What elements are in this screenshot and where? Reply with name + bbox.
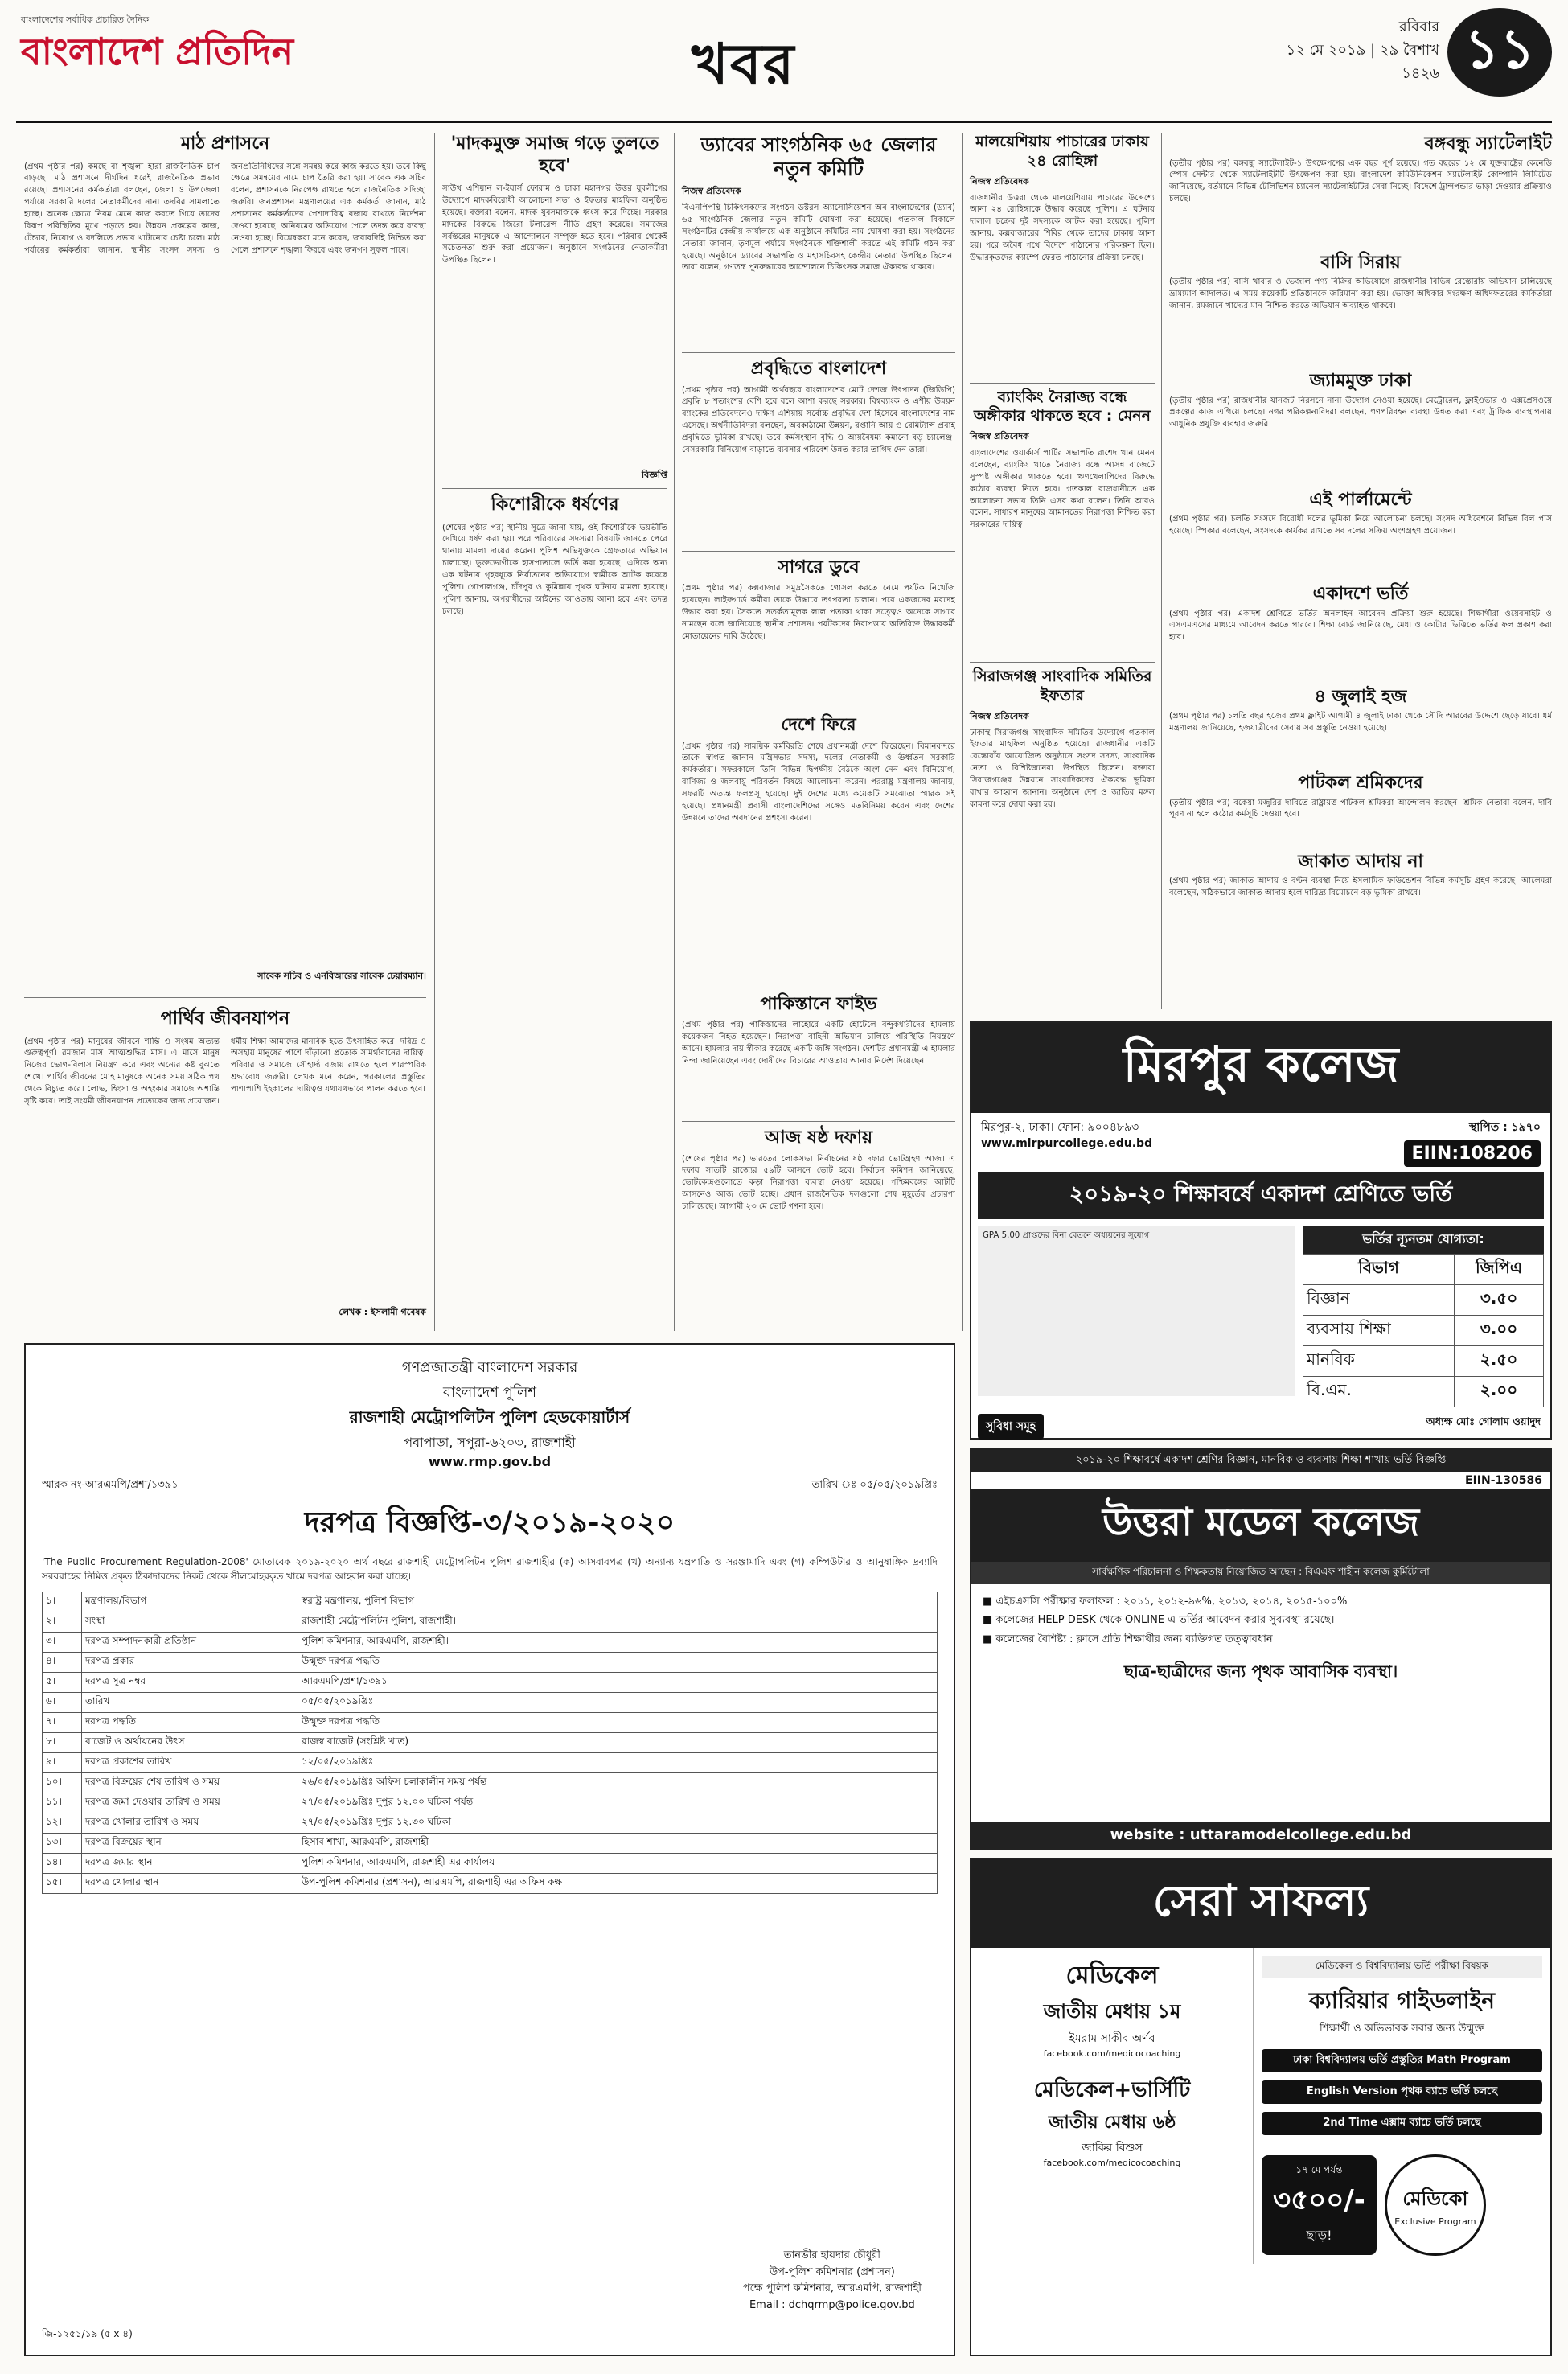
row-label: দরপত্র পদ্ধতি (82, 1713, 298, 1733)
sera-fb1[interactable]: facebook.com/medicocoaching (1043, 2048, 1181, 2059)
headline-parliament: এই পার্লামেন্টে (1309, 489, 1412, 510)
row-no: ১২। (43, 1813, 82, 1834)
text-probriddhi: (প্রথম পৃষ্ঠার পর) আগামী অর্থবছরে বাংলাদেশের মোট দেশজ উৎপাদন (জিডিপি) প্রবৃদ্ধি ৮ শতাংশের বেশি হবে বলে আশা করছে সরকার। বিশ্বব্যাংক ও এশীয় উন্নয়ন ব্যাংকের প্রতিবেদনেও দক্ষিণ এশিয়ায় সর্বোচ্চ প্রবৃদ্ধির দেশ হিসেবে বাংলাদেশের নাম এসেছে। অর্থনীতিবিদরা বলছেন, অবকাঠামো উন্নয়ন, রপ্তানি আয় ও রেমিট্যান্স প্রবাহ প্রবৃদ্ধিতে ভূমিকা রাখছে। তবে কর্মসংস্থান বৃদ্ধি ও আয়বৈষম্য কমানো বড় চ্যালেঞ্জ। বেসরকারি বিনিয়োগ বাড়াতে ব্যবসার পরিবেশ উন্নত করার তাগিদ দেন তারা। (682, 385, 955, 454)
text-jam: (তৃতীয় পৃষ্ঠার পর) রাজধানীর যানজট নিরসনে নানা উদ্যোগ নেওয়া হয়েছে। মেট্রোরেল, ফ্লাইওভার ও এক্সপ্রেসওয়ে প্রকল্পের কাজ এগিয়ে চলছে। নগর পরিকল্পনাবিদরা বলছেন, গণপরিবহন ব্যবস্থা উন্নত করা এবং ট্রাফিক ব্যবস্থাপনায় আধুনিক প্রযুক্তি ব্যবহার জরুরি। (1169, 396, 1552, 429)
row-no: ১১। (43, 1793, 82, 1813)
sera-discount: ৩৫০০/- (1273, 2184, 1365, 2216)
row-no: ১০। (43, 1773, 82, 1793)
police-address: পবাপাড়া, সপুরা-৬২০৩, রাজশাহী (404, 1435, 576, 1450)
headline-deshe: দেশে ফিরে (781, 715, 856, 735)
byline-doctor: নিজস্ব প্রতিবেদক (682, 186, 741, 196)
row-no: ৪। (43, 1653, 82, 1673)
divider (682, 551, 955, 552)
row-value: উন্মুক্ত দরপত্র পদ্ধতি (298, 1653, 938, 1673)
mirpur-details (978, 1226, 1295, 1396)
text-aaj: (শেষের পৃষ্ঠার পর) ভারতের লোকসভা নির্বাচনের ষষ্ঠ দফার ভোটগ্রহণ আজ। এ দফায় সাতটি রাজ্যের ৫৯টি আসনে ভোট হবে। নির্বাচন কমিশন জানিয়েছে, ভোটকেন্দ্রগুলোতে কড়া নিরাপত্তা ব্যবস্থা নেওয়া হয়েছে। পশ্চিমবঙ্গের আটটি আসনেও আজ ভোট হচ্ছে। প্রধান রাজনৈতিক দলগুলো শেষ মুহূর্তের প্রচারণা চালিয়েছে। আগামী ২৩ মে ভোট গণনা হবে। (682, 1154, 955, 1212)
body-jakat (1169, 876, 1552, 932)
row-label: মন্ত্রণালয়/বিভাগ (82, 1592, 298, 1612)
row-value: ২৭/০৫/২০১৯খ্রিঃ দুপুর ১২.৩০ ঘটিকা (298, 1813, 938, 1834)
body-deshe (682, 741, 955, 983)
headline-jam: জ্যামমুক্ত ঢাকা (1309, 371, 1412, 391)
table-row (43, 1612, 938, 1633)
date-box (1270, 16, 1439, 85)
divider (970, 383, 1155, 384)
text-basi: (তৃতীয় পৃষ্ঠার পর) বাসি খাবার ও ভেজাল পণ্য বিক্রির অভিযোগে রাজধানীর বিভিন্ন রেস্তোরাঁয় অভিযান চালিয়েছে ভ্রাম্যমাণ আদালত। এ সময় কয়েকটি প্রতিষ্ঠানকে জরিমানা করা হয়। ভোক্তা অধিকার সংরক্ষণ অধিদফতরের কর্মকর্তারা জানান, রমজানে খাদ্যের মান নিশ্চিত করতে অভিযান অব্যাহত থাকবে। (1169, 277, 1552, 310)
body-july (1169, 711, 1552, 767)
sera-fb2[interactable]: facebook.com/medicocoaching (1043, 2158, 1181, 2168)
body-aaj (682, 1154, 955, 1291)
sera-career: ক্যারিয়ার গাইডলাইন (1309, 1987, 1495, 2014)
row-value: রাজস্ব বাজেট (সংশ্লিষ্ট খাত) (298, 1733, 938, 1753)
mirpur-facility-label: সুবিধা সমূহ (978, 1414, 1044, 1440)
body-bank (970, 448, 1155, 657)
bullet-text: কলেজের HELP DESK থেকে ONLINE এ ভর্তির আবেদন করার সুব্যবস্থা রয়েছে। (995, 1614, 1335, 1627)
bullet-text: কলেজের বৈশিষ্ট্য : ক্লাসে প্রতি শিক্ষার্থীর জন্য ব্যক্তিগত তত্ত্বাবধান (995, 1633, 1273, 1645)
text-malaysia: রাজধানীর উত্তরা থেকে মালয়েশিয়ায় পাচারের উদ্দেশ্যে আনা ২৪ রোহিঙ্গাকে উদ্ধার করেছে পুলিশ। এ ঘটনায় দালাল চক্রের দুই সদস্যকে আটক করা হয়েছে। পুলিশ জানায়, কক্সবাজারের শিবির থেকে তাদের ঢাকায় আনা হয়। পরে অবৈধ পথে বিদেশে পাঠানোর পরিকল্পনা ছিল। উদ্ধারকৃতদের ক্যাম্পে ফেরত পাঠানোর প্রক্রিয়া চলছে। (970, 193, 1155, 262)
table-row (43, 1713, 938, 1733)
table-row (43, 1592, 938, 1612)
row-value: উন্মুক্ত দরপত্র পদ্ধতি (298, 1713, 938, 1733)
text-doctor: বিএনপিপন্থি চিকিৎসকদের সংগঠন ডক্টরস অ্যাসোসিয়েশন অব বাংলাদেশের (ড্যাব) ৬৫ সাংগঠনিক জেলার নতুন কমিটি ঘোষণা করা হয়েছে। গতকাল বিকালে সংগঠনটির কেন্দ্রীয় কার্যালয়ে এক অনুষ্ঠানে কমিটির নাম ঘোষণা করা হয়। সংগঠনের নেতারা জানান, তৃণমূল পর্যায়ে সংগঠনকে শক্তিশালী করতে এই কমিটি গঠন করা হয়েছে। অনুষ্ঠানে ড্যাবের সভাপতি ও মহাসচিবসহ কেন্দ্রীয় নেতারা উপস্থিত ছিলেন। তারা বলেন, গণতন্ত্র পুনরুদ্ধারের আন্দোলনে চিকিৎসক সমাজ ঐক্যবদ্ধ থাকবে। (682, 203, 955, 273)
row-label: দরপত্র বিক্রয়ের শেষ তারিখ ও সময় (82, 1773, 298, 1793)
table-row (43, 1874, 938, 1894)
row-label: দরপত্র সূত্র নম্বর (82, 1673, 298, 1693)
article-madok (442, 133, 667, 1331)
text-pakistan: (প্রথম পৃষ্ঠার পর) পাকিস্তানের লাহোরে একটি হোটেলে বন্দুকধারীদের হামলায় কয়েকজন নিহত হয়েছেন। নিরাপত্তা বাহিনী অভিযান চালিয়ে পরিস্থিতি নিয়ন্ত্রণে আনে। হামলার দায় স্বীকার করেছে একটি জঙ্গি সংগঠন। দেশটির প্রধানমন্ত্রী এ হামলার নিন্দা জানিয়েছেন এবং দোষীদের বিচারের আওতায় আনার নির্দেশ দিয়েছেন। (682, 1021, 955, 1066)
mirpur-eiin: EIIN:108206 (1404, 1140, 1541, 1167)
headline-kishori: কিশোরীকে ধর্ষণের (491, 495, 619, 515)
table-row (43, 1673, 938, 1693)
sera-math: ঢাকা বিশ্ববিদ্যালয় ভর্তি প্রস্তুতির Math Program (1262, 2049, 1542, 2072)
sera-title: সেরা সাফল্য (971, 1859, 1550, 1948)
headline-malaysia: মালয়েশিয়ায় পাচারের ঢাকায় ২৪ রোহিঙ্গা (975, 133, 1149, 170)
text-sagore: (প্রথম পৃষ্ঠার পর) কক্সবাজার সমুদ্রসৈকতে গোসল করতে নেমে পর্যটক নিখোঁজ হয়েছেন। লাইফগার্ড কর্মীরা তাকে উদ্ধারে তৎপরতা চালান। পরে একজনের মরদেহ উদ্ধার করা হয়। সৈকতে সতর্কতামূলক লাল পতাকা থাকা সত্ত্বেও অনেকে সাগরে নামছেন বলে জানিয়েছে স্থানীয় প্রশাসন। পর্যটকদের নিরাপত্তায় অতিরিক্ত উদ্ধারকর্মী মোতায়েনের দাবি উঠেছে। (682, 584, 955, 641)
table-row (43, 1834, 938, 1854)
text-bangabandhu: (তৃতীয় পৃষ্ঠার পর) বঙ্গবন্ধু স্যাটেলাইট-১ উৎক্ষেপণের এক বছর পূর্ণ হয়েছে। গত বছরের ১২ মে যুক্তরাষ্ট্রের কেনেডি স্পেস সেন্টার থেকে স্যাটেলাইটটি উৎক্ষেপণ করা হয়। বাংলাদেশ কমিউনিকেশন স্যাটেলাইট কোম্পানি লিমিটেড জানিয়েছে, বর্তমানে বিভিন্ন টেলিভিশন চ্যানেল স্যাটেলাইটটির সেবা নিচ্ছে। বিদেশে ট্রান্সপন্ডার ভাড়া দেওয়ার প্রক্রিয়াও চলছে। (1169, 158, 1552, 204)
table-row (43, 1813, 938, 1834)
row-no: ১৩। (43, 1834, 82, 1854)
divider (682, 1121, 955, 1122)
police-memo: স্মারক নং-আরএমপি/প্রশা/১৩৯১ (42, 1479, 179, 1491)
text-parthib: (প্রথম পৃষ্ঠার পর) মানুষের জীবনে শান্তি ও সংযম অত্যন্ত গুরুত্বপূর্ণ। রমজান মাস আত্মশুদ্ধির মাস। এ মাসে মানুষ নিজের ভোগ-বিলাস নিয়ন্ত্রণ করে এবং অন্যের কষ্ট বুঝতে শেখে। পার্থিব জীবনের মোহ মানুষকে অনেক সময় সঠিক পথ থেকে বিচ্যুত করে। লোভ, হিংসা ও অহংকার সমাজে অশান্তি সৃষ্টি করে। তাই সংযমী জীবনযাপন প্রত্যেকের জন্য প্রয়োজন। ধর্মীয় শিক্ষা আমাদের মানবিক হতে উৎসাহিত করে। দরিদ্র ও অসহায় মানুষের পাশে দাঁড়ানো প্রত্যেক সামর্থ্যবানের দায়িত্ব। পরিবার ও সমাজে সৌহার্দ্য বজায় রাখতে হলে পারস্পরিক শ্রদ্ধাবোধ জরুরি। লেখক মনে করেন, পরকালের প্রস্তুতির পাশাপাশি ইহকালের দায়িত্বও যথাযথভাবে পালন করতে হবে। (24, 1037, 426, 1106)
row-value: ২৭/০৫/২০১৯খ্রিঃ দুপুর ১২.০০ ঘটিকা পর্যন্ত (298, 1793, 938, 1813)
row-label: সংস্থা (82, 1612, 298, 1633)
headline-probriddhi: প্রবৃদ্ধিতে বাংলাদেশ (750, 359, 887, 379)
row-no: ৬। (43, 1693, 82, 1713)
section-title: খবর (692, 31, 796, 97)
police-title: দরপত্র বিজ্ঞপ্তি-৩/২০১৯-২০২০ (304, 1505, 675, 1539)
masthead-name: বাংলাদেশ প্রতিদিন (21, 30, 294, 73)
text-bank: বাংলাদেশের ওয়ার্কার্স পার্টির সভাপতি রাশেদ খান মেনন বলেছেন, ব্যাংকিং খাতে নৈরাজ্য বন্ধে আসন্ন বাজেটে সুস্পষ্ট অঙ্গীকার থাকতে হবে। ঋণখেলাপিদের বিরুদ্ধে কঠোর ব্যবস্থা নিতে হবে। গতকাল রাজধানীতে এক আলোচনা সভায় তিনি এসব কথা বলেন। তিনি আরও বলেন, সাধারণ মানুষের আমানতের নিরাপত্তা নিশ্চিত করা সরকারের দায়িত্ব। (970, 449, 1155, 530)
body-parliament (1169, 514, 1552, 578)
row-no: ১। (43, 1592, 82, 1612)
byline-madok: বিজ্ঞপ্তি (642, 470, 667, 480)
text-parliament: (প্রথম পৃষ্ঠার পর) চলতি সংসদে বিরোধী দলের ভূমিকা নিয়ে আলোচনা চলছে। সংসদ অধিবেশনে বিভিন্ন বিল পাস হয়েছে। স্পিকার বলেছেন, সংসদকে কার্যকর রাখতে সব দলের সক্রিয় অংশগ্রহণ প্রয়োজন। (1169, 515, 1552, 536)
row-value: উপ-পুলিশ কমিশনার (প্রশাসন), আরএমপি, রাজশাহী এর অফিস কক্ষ (298, 1874, 938, 1894)
text-patok: (তৃতীয় পৃষ্ঠার পর) বকেয়া মজুরির দাবিতে রাষ্ট্রায়ত্ত পাটকল শ্রমিকরা আন্দোলন করছেন। শ্রমিক নেতারা বলেন, দাবি পূরণ না হলে কঠোর কর্মসূচি দেওয়া হবে। (1169, 798, 1552, 819)
text-madok: সাউথ এশিয়ান ল-ইয়ার্স ফোরাম ও ঢাকা মহানগর উত্তর যুবলীগের উদ্যোগে মাদকবিরোধী আলোচনা সভা ও ইফতার মাহফিল অনুষ্ঠিত হয়েছে। বক্তারা বলেন, মাদক যুবসমাজকে ধ্বংস করে দিচ্ছে। সরকার মাদকের বিরুদ্ধে জিরো টলারেন্স নীতি গ্রহণ করেছে। সমাজের সর্বস্তরের মানুষকে এ আন্দোলনে সম্পৃক্ত হতে হবে। পরিবার থেকেই সচেতনতা শুরু করা প্রয়োজন। অনুষ্ঠানে সংগঠনের নেতাকর্মীরা উপস্থিত ছিলেন। (442, 184, 667, 265)
police-table (42, 1592, 938, 1894)
police-hq: রাজশাহী মেট্রোপলিটন পুলিশ হেডকোয়ার্টার্স (349, 1407, 630, 1427)
uttara-top: ২০১৯-২০ শিক্ষাবর্ষে একাদশ শ্রেণির বিজ্ঞান, মানবিক ও ব্যবসায় শিক্ষা শাখায় ভর্তি বিজ্ঞপ্তি (971, 1449, 1550, 1472)
divider (24, 997, 426, 998)
column-rule (962, 133, 963, 1331)
byline-sirajganj: নিজস্ব প্রতিবেদক (970, 710, 1029, 721)
row-label: তারিখ (82, 1693, 298, 1713)
police-web[interactable]: www.rmp.gov.bd (428, 1454, 552, 1469)
text-sirajganj: ঢাকাস্থ সিরাজগঞ্জ সাংবাদিক সমিতির উদ্যোগে গতকাল ইফতার মাহফিল অনুষ্ঠিত হয়েছে। রাজধানীর একটি রেস্তোরাঁয় আয়োজিত অনুষ্ঠানে সংসদ সদস্য, সাংবাদিক নেতা ও বিশিষ্টজনেরা উপস্থিত ছিলেন। বক্তারা সিরাজগঞ্জের উন্নয়নে সাংবাদিকদের ঐক্যবদ্ধ ভূমিকা রাখার আহ্বান জানান। অনুষ্ঠানে দেশ ও জাতির মঙ্গল কামনা করে দোয়া করা হয়। (970, 728, 1155, 809)
headline-jakat: জাকাত আদায় না (1298, 851, 1423, 872)
row-value: স্বরাষ্ট্র মন্ত্রণালয়, পুলিশ বিভাগ (298, 1592, 938, 1612)
body-ekadosh (1169, 609, 1552, 681)
police-footer: জি-১২৫১/১৯ (৫ x ৪) (42, 2328, 133, 2339)
row-value: পুলিশ কমিশনার, আরএমপি, রাজশাহী। (298, 1633, 938, 1653)
body-jam (1169, 396, 1552, 484)
text-ekadosh: (প্রথম পৃষ্ঠার পর) একাদশ শ্রেণিতে ভর্তির অনলাইন আবেদন প্রক্রিয়া শুরু হয়েছে। শিক্ষার্থীরা ওয়েবসাইট ও এসএমএসের মাধ্যমে আবেদন করতে পারবে। শিক্ষা বোর্ড জানিয়েছে, মেধা ও কোটার ভিত্তিতে ভর্তির ফল প্রকাশ করা হবে। (1169, 609, 1552, 643)
column-rule (674, 133, 675, 1331)
row-no: ৭। (43, 1713, 82, 1733)
mirpur-signature: অধ্যক্ষ মোঃ গোলাম ওয়াদুদ (1426, 1416, 1541, 1428)
article-malaysia (970, 133, 1155, 1009)
sign-role: উপ-পুলিশ কমিশনার (প্রশাসন) (769, 2265, 895, 2278)
ad-sera-saffollo[interactable] (970, 1858, 1552, 2356)
byline-parthib: লেখক : ইসলামী গবেষক (339, 1306, 426, 1317)
sign-name: তানভীর হায়দার চৌধুরী (783, 2249, 881, 2261)
sera-off: ছাড়! (1306, 2228, 1332, 2243)
row-value: হিসাব শাখা, আরএমপি, রাজশাহী (298, 1834, 938, 1854)
sera-name2: জাকির বিশুস (1082, 2142, 1143, 2154)
text-math: (প্রথম পৃষ্ঠার পর) কমছে বা শৃঙ্খলা হারা রাজনৈতিক চাপ বাড়ছে। মাঠ প্রশাসনে দীর্ঘদিন ধরেই রাজনৈতিক প্রভাব রয়েছে। প্রশাসনের কর্মকর্তারা বলছেন, জেলা ও উপজেলা পর্যায়ে সরকারি দলের নেতাকর্মীদের নানা তদবির সামলাতে হচ্ছে। অনেক ক্ষেত্রে নিয়ম মেনে কাজ করতে গিয়ে তাদের বিরূপ পরিস্থিতির মুখে পড়তে হয়। উন্নয়ন প্রকল্পের কাজ, টেন্ডার, নিয়োগ ও বদলিতে প্রভাব খাটানোর চেষ্টা চলে। মাঠ পর্যায়ের কর্মকর্তারা জানান, স্থানীয় সংসদ সদস্য ও জনপ্রতিনিধিদের সঙ্গে সমন্বয় করে কাজ করতে হয়। তবে কিছু ক্ষেত্রে সমন্বয়ের নামে চাপ তৈরি করা হয়। সাবেক এক সচিব বলেন, প্রশাসনকে নিরপেক্ষ রাখতে হলে রাজনৈতিক সদিচ্ছা জরুরি। জনপ্রশাসন মন্ত্রণালয়ের এক কর্মকর্তা জানান, মাঠ প্রশাসনের কর্মকর্তাদের পেশাদারিত্ব বজায় রাখতে নির্দেশনা দেওয়া হয়েছে। অনিয়মের অভিযোগ পেলে তদন্ত করে ব্যবস্থা নেওয়া হচ্ছে। বিশ্লেষকরা মনে করেন, জবাবদিহি নিশ্চিত করা গেলে প্রশাসনে শৃঙ্খলা ফিরবে এবং জনগণ সুফল পাবে। (24, 162, 426, 255)
uttara-web[interactable]: website : uttaramodelcollege.edu.bd (971, 1822, 1550, 1848)
police-date: তারিখ ঃ ০৫/০৫/২০১৯খ্রিঃ (811, 1479, 938, 1491)
row-no: ৮। (43, 1733, 82, 1753)
byline-math: সাবেক সচিব ও এনবিআরের সাবেক চেয়ারম্যান। (257, 970, 426, 981)
column-rule (434, 133, 435, 1331)
divider (442, 488, 667, 489)
headline-madok: 'মাদকমুক্ত সমাজ গড়ে তুলতে হবে' (450, 133, 659, 176)
police-intro: 'The Public Procurement Regulation-2008' মোতাবেক ২০১৯-২০২০ অর্থ বছরে রাজশাহী মেট্রোপলিটন পুলিশ রাজশাহীর (ক) আসবাবপত্র (খ) অন্যান্য যন্ত্রপাতি ও সরঞ্জামাদি এবং (গ) কম্পিউটার ও আনুষাঙ্গিক দ্রব্যাদি সরবরাহের নিমিত্ত প্রকৃত ঠিকাদারদের নিকট থেকে সীলমোহরকৃত খামে দরপত্র আহবান করা যাচ্ছে। (42, 1556, 938, 1582)
body-malaysia (970, 193, 1155, 378)
divider (970, 662, 1155, 663)
row-value: আরএমপি/প্রশা/১৩৯১ (298, 1673, 938, 1693)
byline-malaysia: নিজস্ব প্রতিবেদক (970, 175, 1029, 187)
row-label: দরপত্র সম্পাদনকারী প্রতিষ্ঠান (82, 1633, 298, 1653)
headline-patok: পাটকল শ্রমিকদের (1298, 773, 1423, 793)
headline-bank: ব্যাংকিং নৈরাজ্য বন্ধে অঙ্গীকার থাকতে হবে : মেনন (974, 388, 1151, 425)
mirpur-web[interactable]: www.mirpurcollege.edu.bd (981, 1137, 1153, 1150)
police-gov: গণপ্রজাতন্ত্রী বাংলাদেশ সরকার (401, 1359, 578, 1376)
article-doctor (682, 133, 955, 1331)
headline-bangabandhu: বঙ্গবন্ধু স্যাটেলাইট (1424, 133, 1552, 154)
body-parthib (24, 1037, 426, 1302)
headline-ekadosh: একাদশে ভর্তি (1312, 584, 1409, 604)
divider (682, 352, 955, 353)
mirpur-address: মিরপুর-২, ঢাকা। ফোন: ৯০০৪৮৯৩ (981, 1121, 1139, 1134)
table-row (43, 1733, 938, 1753)
ad-police-tender (24, 1343, 955, 2356)
masthead-logo[interactable] (21, 13, 310, 101)
date: ১২ মে ২০১৯ | ২৯ বৈশাখ ১৪২৬ (1286, 41, 1439, 82)
sera-discount-badge (1262, 2155, 1377, 2255)
right-column (1169, 133, 1552, 1009)
byline-bank: নিজস্ব প্রতিবেদক (970, 431, 1029, 442)
headline-aaj: আজ ষষ্ঠ দফায় (764, 1127, 873, 1148)
table-row (1303, 1285, 1544, 1316)
table-row (1303, 1377, 1544, 1407)
gpa-dept: মানবিক (1303, 1346, 1455, 1377)
gpa-value: ৩.০০ (1455, 1316, 1544, 1346)
row-label: দরপত্র জমার স্থান (82, 1854, 298, 1874)
gpa-value: ৩.৫০ (1455, 1285, 1544, 1316)
uttara-name: উত্তরা মডেল কলেজ (971, 1489, 1550, 1562)
text-deshe: (প্রথম পৃষ্ঠার পর) সাময়িক কর্মবিরতি শেষে প্রধানমন্ত্রী দেশে ফিরেছেন। বিমানবন্দরে তাকে স্বাগত জানান মন্ত্রিসভার সদস্য, দলের নেতাকর্মী ও ঊর্ধ্বতন সরকারি কর্মকর্তারা। সফরকালে তিনি বিভিন্ন দ্বিপক্ষীয় বৈঠকে অংশ নেন এবং বিনিয়োগ, বাণিজ্য ও জলবায়ু পরিবর্তন বিষয়ে আলোচনা করেন। পররাষ্ট্র মন্ত্রণালয় জানায়, সফরটি অত্যন্ত ফলপ্রসূ হয়েছে। দুই দেশের মধ্যে কয়েকটি সমঝোতা স্মারক সই হয়েছে। প্রধানমন্ত্রী প্রবাসী বাংলাদেশিদের সঙ্গেও মতবিনিময় করেন এবং দেশের উন্নয়নে তাদের অবদানের প্রশংসা করেন। (682, 741, 955, 823)
gpa-value: ২.৫০ (1455, 1346, 1544, 1377)
uttara-note: সার্বক্ষণিক পরিচালনা ও শিক্ষকতায় নিয়োজিত আছেন : বিএএফ শাহীন কলেজ কুর্মিটোলা (971, 1562, 1550, 1584)
table-row (43, 1793, 938, 1813)
mirpur-name: মিরপুর কলেজ (971, 1023, 1550, 1113)
sera-english: English Version পৃথক ব্যাচে ভর্তি চলছে (1262, 2080, 1542, 2104)
row-value: পুলিশ কমিশনার, আরএমপি, রাজশাহী এর কার্যালয় (298, 1854, 938, 1874)
row-label: দরপত্র বিক্রয়ের স্থান (82, 1834, 298, 1854)
masthead-tagline: বাংলাদেশের সর্বাধিক প্রচারিত দৈনিক (21, 14, 150, 25)
table-row (1303, 1346, 1544, 1377)
body-madok (442, 183, 667, 465)
table-row (43, 1854, 938, 1874)
uttara-eiin: EIIN-130586 (1465, 1474, 1542, 1487)
uttara-bullet: ■ কলেজের HELP DESK থেকে ONLINE এ ভর্তির আবেদন করার সুব্যবস্থা রয়েছে। (983, 1614, 1335, 1627)
ad-mirpur-college[interactable] (970, 1021, 1552, 1440)
headline-sirajganj: সিরাজগঞ্জ সাংবাদিক সমিতির ইফতার (972, 667, 1152, 704)
row-value: ১২/০৫/২০১৯খ্রিঃ (298, 1753, 938, 1773)
sera-batch: 2nd Time এক্সাম ব্যাচে ভর্তি চলছে (1262, 2112, 1542, 2135)
sera-name1: ইমরাম সাকীব অর্ণব (1069, 2032, 1155, 2045)
headline-math: মাঠ প্রশাসনে (180, 133, 270, 154)
police-signature (743, 2248, 922, 2314)
mirpur-min-title: ভর্তির ন্যূনতম যোগ্যতা: (1303, 1226, 1544, 1254)
row-label: দরপত্র খোলার তারিখ ও সময় (82, 1813, 298, 1834)
row-label: বাজেট ও অর্থায়নের উৎস (82, 1733, 298, 1753)
gpa-col-gpa: জিপিএ (1455, 1255, 1544, 1285)
body-bangabandhu (1169, 158, 1552, 247)
text-kishori: (শেষের পৃষ্ঠার পর) স্থানীয় সূত্রে জানা যায়, ওই কিশোরীকে ভয়ভীতি দেখিয়ে ধর্ষণ করা হয়। পরে পরিবারের সদস্যরা বিষয়টি জানতে পেরে থানায় মামলা দায়ের করেন। পুলিশ অভিযুক্তকে গ্রেফতারে অভিযান চালাচ্ছে। ভুক্তভোগীকে হাসপাতালে ভর্তি করা হয়েছে। এদিকে অন্য এক ঘটনায় গৃহবধূকে নির্যাতনের অভিযোগে স্বামীকে আটক করেছে পুলিশ। গোপালগঞ্জ, চাঁদপুর ও কুমিল্লায় পৃথক ঘটনায় মামলা হয়েছে। পুলিশ জানায়, অপরাধীদের আইনের আওতায় আনা হবে এবং তদন্ত চলছে। (442, 523, 667, 616)
body-kishori (442, 523, 667, 1263)
row-label: দরপত্র প্রকাশের তারিখ (82, 1753, 298, 1773)
gpa-col-dept: বিভাগ (1303, 1255, 1455, 1285)
sera-brand-sub: Exclusive Program (1394, 2216, 1476, 2227)
sera-brand: মেডিকো (1402, 2187, 1468, 2210)
sera-discount-note: ১৭ মে পর্যন্ত (1295, 2164, 1343, 2175)
sera-merit1: জাতীয় মেধায় ১ম (1043, 2000, 1181, 2023)
text-july: (প্রথম পৃষ্ঠার পর) চলতি বছর হজের প্রথম ফ্লাইট আগামী ৪ জুলাই ঢাকা থেকে সৌদি আরবের উদ্দেশে ছেড়ে যাবে। ধর্ম মন্ত্রণালয় জানিয়েছে, হজযাত্রীদের সেবায় সব প্রস্তুতি নেওয়া হয়েছে। (1169, 712, 1552, 733)
headline-pakistan: পাকিস্তানে ফাইভ (760, 993, 877, 1014)
article-math (24, 133, 426, 1331)
sera-brand-seal (1385, 2154, 1486, 2256)
sera-career-top: মেডিকেল ও বিশ্ববিদ্যালয় ভর্তি পরীক্ষা বিষয়ক (1262, 1956, 1542, 1978)
row-label: দরপত্র জমা দেওয়ার তারিখ ও সময় (82, 1793, 298, 1813)
mirpur-banner: ২০১৯-২০ শিক্ষাবর্ষে একাদশ শ্রেণিতে ভর্তি (978, 1172, 1544, 1219)
gpa-dept: বি.এম. (1303, 1377, 1455, 1407)
row-value: রাজশাহী মেট্রোপলিটন পুলিশ, রাজশাহী। (298, 1612, 938, 1633)
mirpur-established: স্থাপিত : ১৯৭০ (1468, 1121, 1541, 1134)
body-pakistan (682, 1020, 955, 1116)
body-sirajganj (970, 728, 1155, 929)
uttara-bullet: ■ কলেজের বৈশিষ্ট্য : ক্লাসে প্রতি শিক্ষার্থীর জন্য ব্যক্তিগত তত্ত্বাবধান (983, 1633, 1273, 1645)
column-rule (1161, 133, 1162, 1009)
mirpur-gpa-table (1303, 1254, 1544, 1407)
table-row (43, 1633, 938, 1653)
sera-career-sub: শিক্ষার্থী ও অভিভাবক সবার জন্য উন্মুক্ত (1319, 2023, 1485, 2035)
uttara-hostel: ছাত্র-ছাত্রীদের জন্য পৃথক আবাসিক ব্যবস্থা। (1123, 1661, 1398, 1682)
row-label: দরপত্র খোলার স্থান (82, 1874, 298, 1894)
row-no: ১৪। (43, 1854, 82, 1874)
row-no: ৫। (43, 1673, 82, 1693)
headline-sagore: সাগরে ডুবে (778, 557, 860, 577)
row-no: ৯। (43, 1753, 82, 1773)
sign-org: পক্ষে পুলিশ কমিশনার, আরএমপি, রাজশাহী (742, 2282, 922, 2295)
headline-basi: বাসি সিরায় (1320, 252, 1401, 273)
row-no: ৩। (43, 1633, 82, 1653)
body-basi (1169, 277, 1552, 365)
row-label: দরপত্র প্রকার (82, 1653, 298, 1673)
ad-uttara-college[interactable] (970, 1448, 1552, 1850)
body-doctor (682, 203, 955, 347)
body-sagore (682, 583, 955, 704)
sera-medical2: মেডিকেল+ভার্সিটি (1033, 2078, 1191, 2102)
headline-july: ৪ জুলাই হজ (1314, 686, 1407, 707)
headline-parthib: পার্থিব জীবনযাপন (160, 1008, 290, 1029)
day: রবিবার (1398, 18, 1439, 35)
masthead-rule (16, 121, 1552, 123)
gpa-value: ২.০০ (1455, 1377, 1544, 1407)
row-value: ২৬/০৫/২০১৯খ্রিঃ অফিস চলাকালীন সময় পর্যন্ত (298, 1773, 938, 1793)
uttara-bullet: ■ এইচএসসি পরীক্ষার ফলাফল : ২০১১, ২০১২-৯৬%, ২০১৩, ২০১৪, ২০১৫-১০০% (983, 1596, 1348, 1608)
sign-email[interactable]: Email : dchqrmp@police.gov.bd (749, 2299, 915, 2312)
headline-doctor: ড্যাবের সাংগঠনিক ৬৫ জেলার নতুন কমিটি (700, 133, 937, 180)
mirpur-facility-text: GPA 5.00 প্রাপ্তদের বিনা বেতনে অধ্যয়নের সুযোগ। (983, 1231, 1152, 1240)
sera-medical: মেডিকেল (1065, 1961, 1159, 1990)
table-row (43, 1693, 938, 1713)
police-org: বাংলাদেশ পুলিশ (442, 1384, 537, 1401)
gpa-dept: বিজ্ঞান (1303, 1285, 1455, 1316)
row-no: ১৫। (43, 1874, 82, 1894)
bullet-text: এইচএসসি পরীক্ষার ফলাফল : ২০১১, ২০১২-৯৬%, ২০১৩, ২০১৪, ২০১৫-১০০% (995, 1596, 1348, 1608)
gpa-dept: ব্যবসায় শিক্ষা (1303, 1316, 1455, 1346)
text-jakat: (প্রথম পৃষ্ঠার পর) জাকাত আদায় ও বণ্টন ব্যবস্থা নিয়ে ইসলামিক ফাউন্ডেশন বিভিন্ন কর্মসূচি গ্রহণ করেছে। আলেমরা বলেছেন, সঠিকভাবে জাকাত আদায় হলে দারিদ্র্য বিমোচনে বড় ভূমিকা রাখবে। (1169, 877, 1552, 897)
page-number: ১১ (1447, 8, 1552, 97)
table-row (43, 1753, 938, 1773)
table-row (43, 1773, 938, 1793)
sera-merit2: জাতীয় মেধায় ৬ষ্ঠ (1048, 2113, 1176, 2133)
table-row (43, 1653, 938, 1673)
table-row (1303, 1316, 1544, 1346)
body-probriddhi (682, 385, 955, 546)
row-value: ০৫/০৫/২০১৯খ্রিঃ (298, 1693, 938, 1713)
body-math (24, 162, 426, 966)
body-patok (1169, 798, 1552, 846)
row-no: ২। (43, 1612, 82, 1633)
